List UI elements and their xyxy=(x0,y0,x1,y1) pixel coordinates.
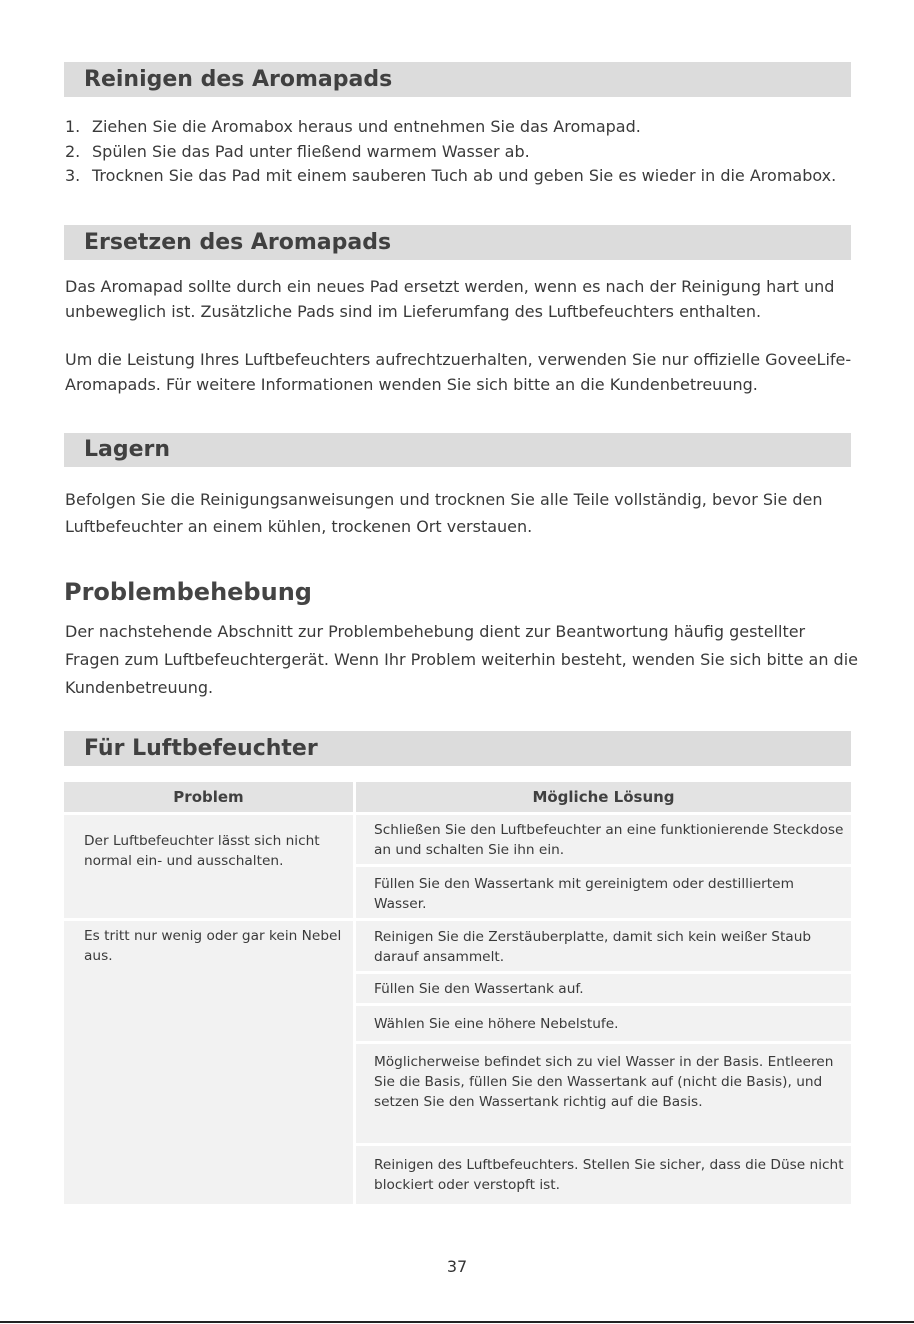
troubleshooting-paragraph: Der nachstehende Abschnitt zur Problembehebung dient zur Beantwortung häufig gestellter Fragen zum Luftbefeuchtergerät. Wenn Ihr Problem weiterhin besteht, wenden Sie sich bitte an die Kundenbetreuung. xyxy=(65,622,858,697)
page-title: Problembehebung xyxy=(64,578,312,606)
step-text: Trocknen Sie das Pad mit einem sauberen Tuch ab und geben Sie es wieder in die Aromabox. xyxy=(92,166,837,185)
solution-text: Schließen Sie den Luftbefeuchter an eine funktionierende Steckdose an und schalten Sie ihn ein. xyxy=(374,822,844,858)
page-number: 37 xyxy=(446,1257,468,1276)
solution-cell xyxy=(353,918,851,971)
table-header-row xyxy=(64,782,851,812)
column-header-solution: Mögliche Lösung xyxy=(353,782,851,812)
list-item xyxy=(65,115,855,140)
cleaning-steps xyxy=(65,115,855,189)
step-text: Ziehen Sie die Aromabox heraus und entnehmen Sie das Aromapad. xyxy=(92,117,641,136)
storage-paragraph: Befolgen Sie die Reinigungsanweisungen und trocknen Sie alle Teile vollständig, bevor Sie den Luftbefeuchter an einem kühlen, trockenen Ort verstauen. xyxy=(65,490,823,536)
problem-cell xyxy=(64,918,353,1204)
step-number: 3. xyxy=(65,166,81,185)
column-header-problem: Problem xyxy=(64,782,353,812)
solution-cell xyxy=(353,1143,851,1204)
solution-cell xyxy=(353,864,851,918)
replacing-paragraph-1: Das Aromapad sollte durch ein neues Pad ersetzt werden, wenn es nach der Reinigung hart und unbeweglich ist. Zusätzliche Pads sind im Lieferumfang des Luftbefeuchters enthalten. xyxy=(65,277,835,321)
step-number: 1. xyxy=(65,117,81,136)
solution-text: Füllen Sie den Wassertank mit gereinigtem oder destilliertem Wasser. xyxy=(374,876,794,912)
table-row xyxy=(64,918,851,971)
list-item xyxy=(65,164,855,189)
solution-text: Füllen Sie den Wassertank auf. xyxy=(374,981,584,997)
solution-text: Reinigen des Luftbefeuchters. Stellen Sie sicher, dass die Düse nicht blockiert oder verstopft ist. xyxy=(374,1157,844,1193)
solution-cell xyxy=(353,971,851,1003)
problem-cell xyxy=(64,812,353,918)
problem-text: Der Luftbefeuchter lässt sich nicht normal ein- und ausschalten. xyxy=(84,833,320,869)
replacing-paragraph-2: Um die Leistung Ihres Luftbefeuchters aufrechtzuerhalten, verwenden Sie nur offizielle GoveeLife-Aromapads. Für weitere Informationen wenden Sie sich bitte an die Kundenbetreuung. xyxy=(65,350,852,394)
solution-cell xyxy=(353,812,851,864)
section-heading-humidifier: Für Luftbefeuchter xyxy=(64,731,851,766)
problem-text: Es tritt nur wenig oder gar kein Nebel aus. xyxy=(84,928,342,964)
solution-cell xyxy=(353,1041,851,1143)
solution-text: Möglicherweise befindet sich zu viel Wasser in der Basis. Entleeren Sie die Basis, füllen Sie den Wassertank auf (nicht die Basis), und setzen Sie den Wassertank richtig auf die Basis. xyxy=(374,1054,834,1110)
section-heading-replacing: Ersetzen des Aromapads xyxy=(64,225,851,260)
page-bottom-divider xyxy=(0,1321,914,1323)
step-number: 2. xyxy=(65,141,81,161)
list-item xyxy=(65,140,855,165)
solution-text: Wählen Sie eine höhere Nebelstufe. xyxy=(374,1016,619,1032)
solution-cell xyxy=(353,1003,851,1041)
step-text: Spülen Sie das Pad unter fließend warmem Wasser ab. xyxy=(92,141,530,161)
section-heading-storage: Lagern xyxy=(64,433,851,467)
troubleshooting-table xyxy=(64,782,851,1204)
table-row xyxy=(64,812,851,864)
section-heading-cleaning: Reinigen des Aromapads xyxy=(64,62,851,97)
solution-text: Reinigen Sie die Zerstäuberplatte, damit sich kein weißer Staub darauf ansammelt. xyxy=(374,929,812,965)
